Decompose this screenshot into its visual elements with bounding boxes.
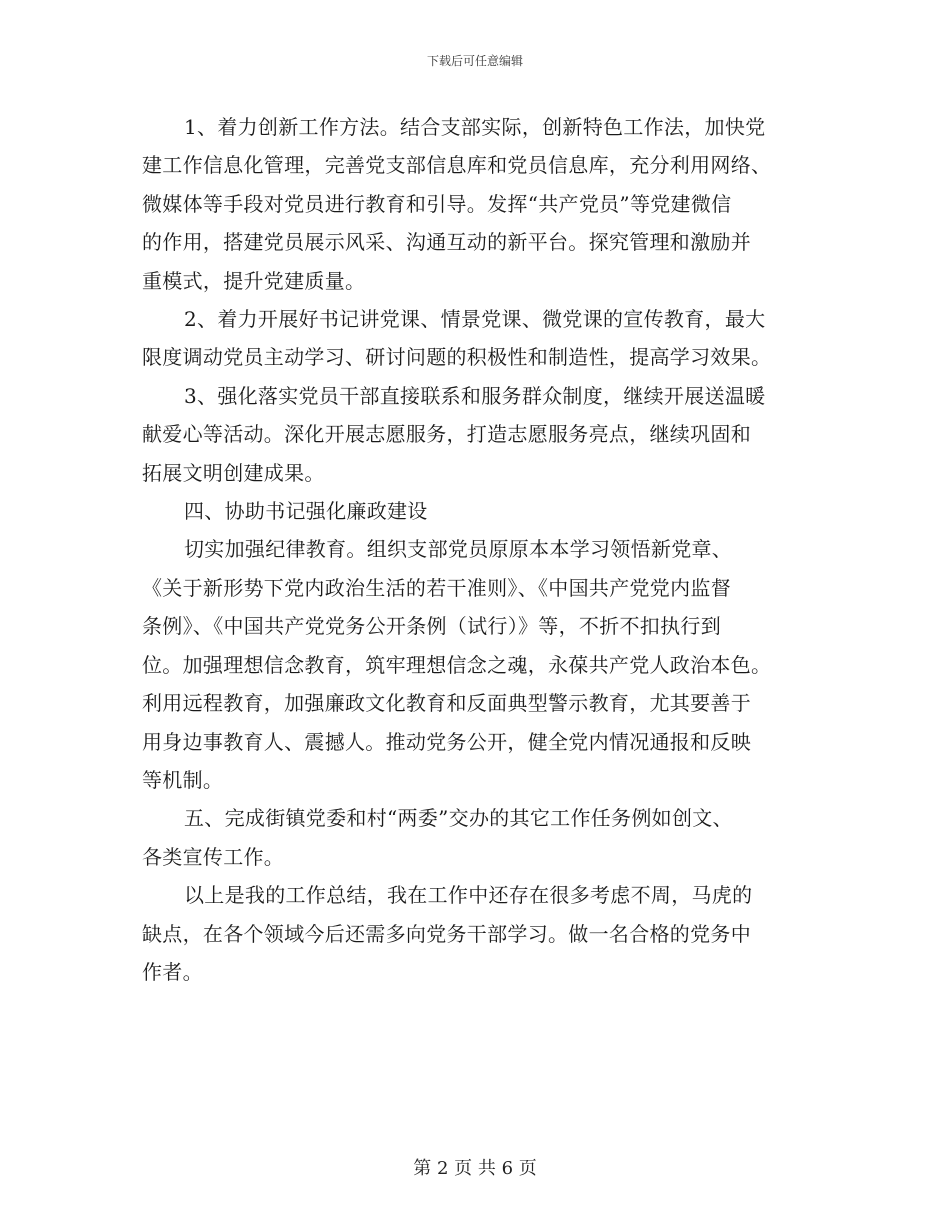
text-line: 以上是我的工作总结，我在工作中还存在很多考虑不周，马虎的 — [184, 883, 753, 908]
page-number-footer: 第 2 页 共 6 页 — [413, 1158, 537, 1179]
text-line: 献爱心等活动。深化开展志愿服务，打造志愿服务亮点，继续巩固和 — [142, 422, 751, 447]
paragraph-item-2 — [142, 300, 814, 377]
paragraph-item-3 — [142, 377, 814, 492]
text-line: 3、强化落实党员干部直接联系和服务群众制度，继续开展送温暖 — [184, 383, 766, 408]
page-header: 下载后可任意编辑 — [426, 54, 523, 68]
paragraph-item-1 — [142, 108, 814, 300]
section-heading-5 — [142, 799, 814, 876]
text-line: 切实加强纪律教育。组织支部党员原原本本学习领悟新党章、 — [184, 537, 733, 562]
text-line: 位。加强理想信念教育，筑牢理想信念之魂，永葆共产党人政治本色。 — [142, 652, 772, 677]
text-line: 的作用，搭建党员展示风采、沟通互动的新平台。探究管理和激励并 — [142, 230, 751, 255]
text-line: 条例》、《中国共产党党务公开条例（试行）》等，不折不扣执行到 — [142, 614, 721, 639]
text-line: 作者。 — [142, 959, 203, 984]
text-line: 2、着力开展好书记讲党课、情景党课、微党课的宣传教育，最大 — [184, 307, 766, 332]
text-line: 建工作信息化管理，完善党支部信息库和党员信息库，充分利用网络、 — [142, 153, 772, 178]
document-body — [142, 108, 814, 991]
text-line: 重模式，提升党建质量。 — [142, 268, 366, 293]
text-line: 《关于新形势下党内政治生活的若干准则》、《中国共产党党内监督 — [142, 575, 731, 600]
text-line: 各类宣传工作。 — [142, 844, 285, 869]
text-line: 拓展文明创建成果。 — [142, 460, 325, 485]
heading-line: 四、协助书记强化廉政建设 — [184, 499, 428, 524]
text-line: 利用远程教育，加强廉政文化教育和反面典型警示教育，尤其要善于 — [142, 691, 751, 716]
text-line: 五、完成街镇党委和村“两委”交办的其它工作任务例如创文、 — [184, 806, 733, 831]
text-line: 微媒体等手段对党员进行教育和引导。发挥“共产党员”等党建微信 — [142, 191, 732, 216]
text-line: 缺点，在各个领域今后还需多向党务干部学习。做一名合格的党务中 — [142, 921, 751, 946]
text-line: 等机制。 — [142, 767, 224, 792]
text-line: 1、着力创新工作方法。结合支部实际，创新特色工作法，加快党 — [184, 115, 766, 139]
text-line: 用身边事教育人、震撼人。推动党务公开，健全党内情况通报和反映 — [142, 729, 751, 754]
text-line: 限度调动党员主动学习、研讨问题的积极性和制造性，提高学习效果。 — [142, 345, 772, 370]
paragraph-conclusion — [142, 876, 814, 991]
section-heading-4 — [142, 492, 814, 530]
paragraph-discipline — [142, 530, 814, 799]
